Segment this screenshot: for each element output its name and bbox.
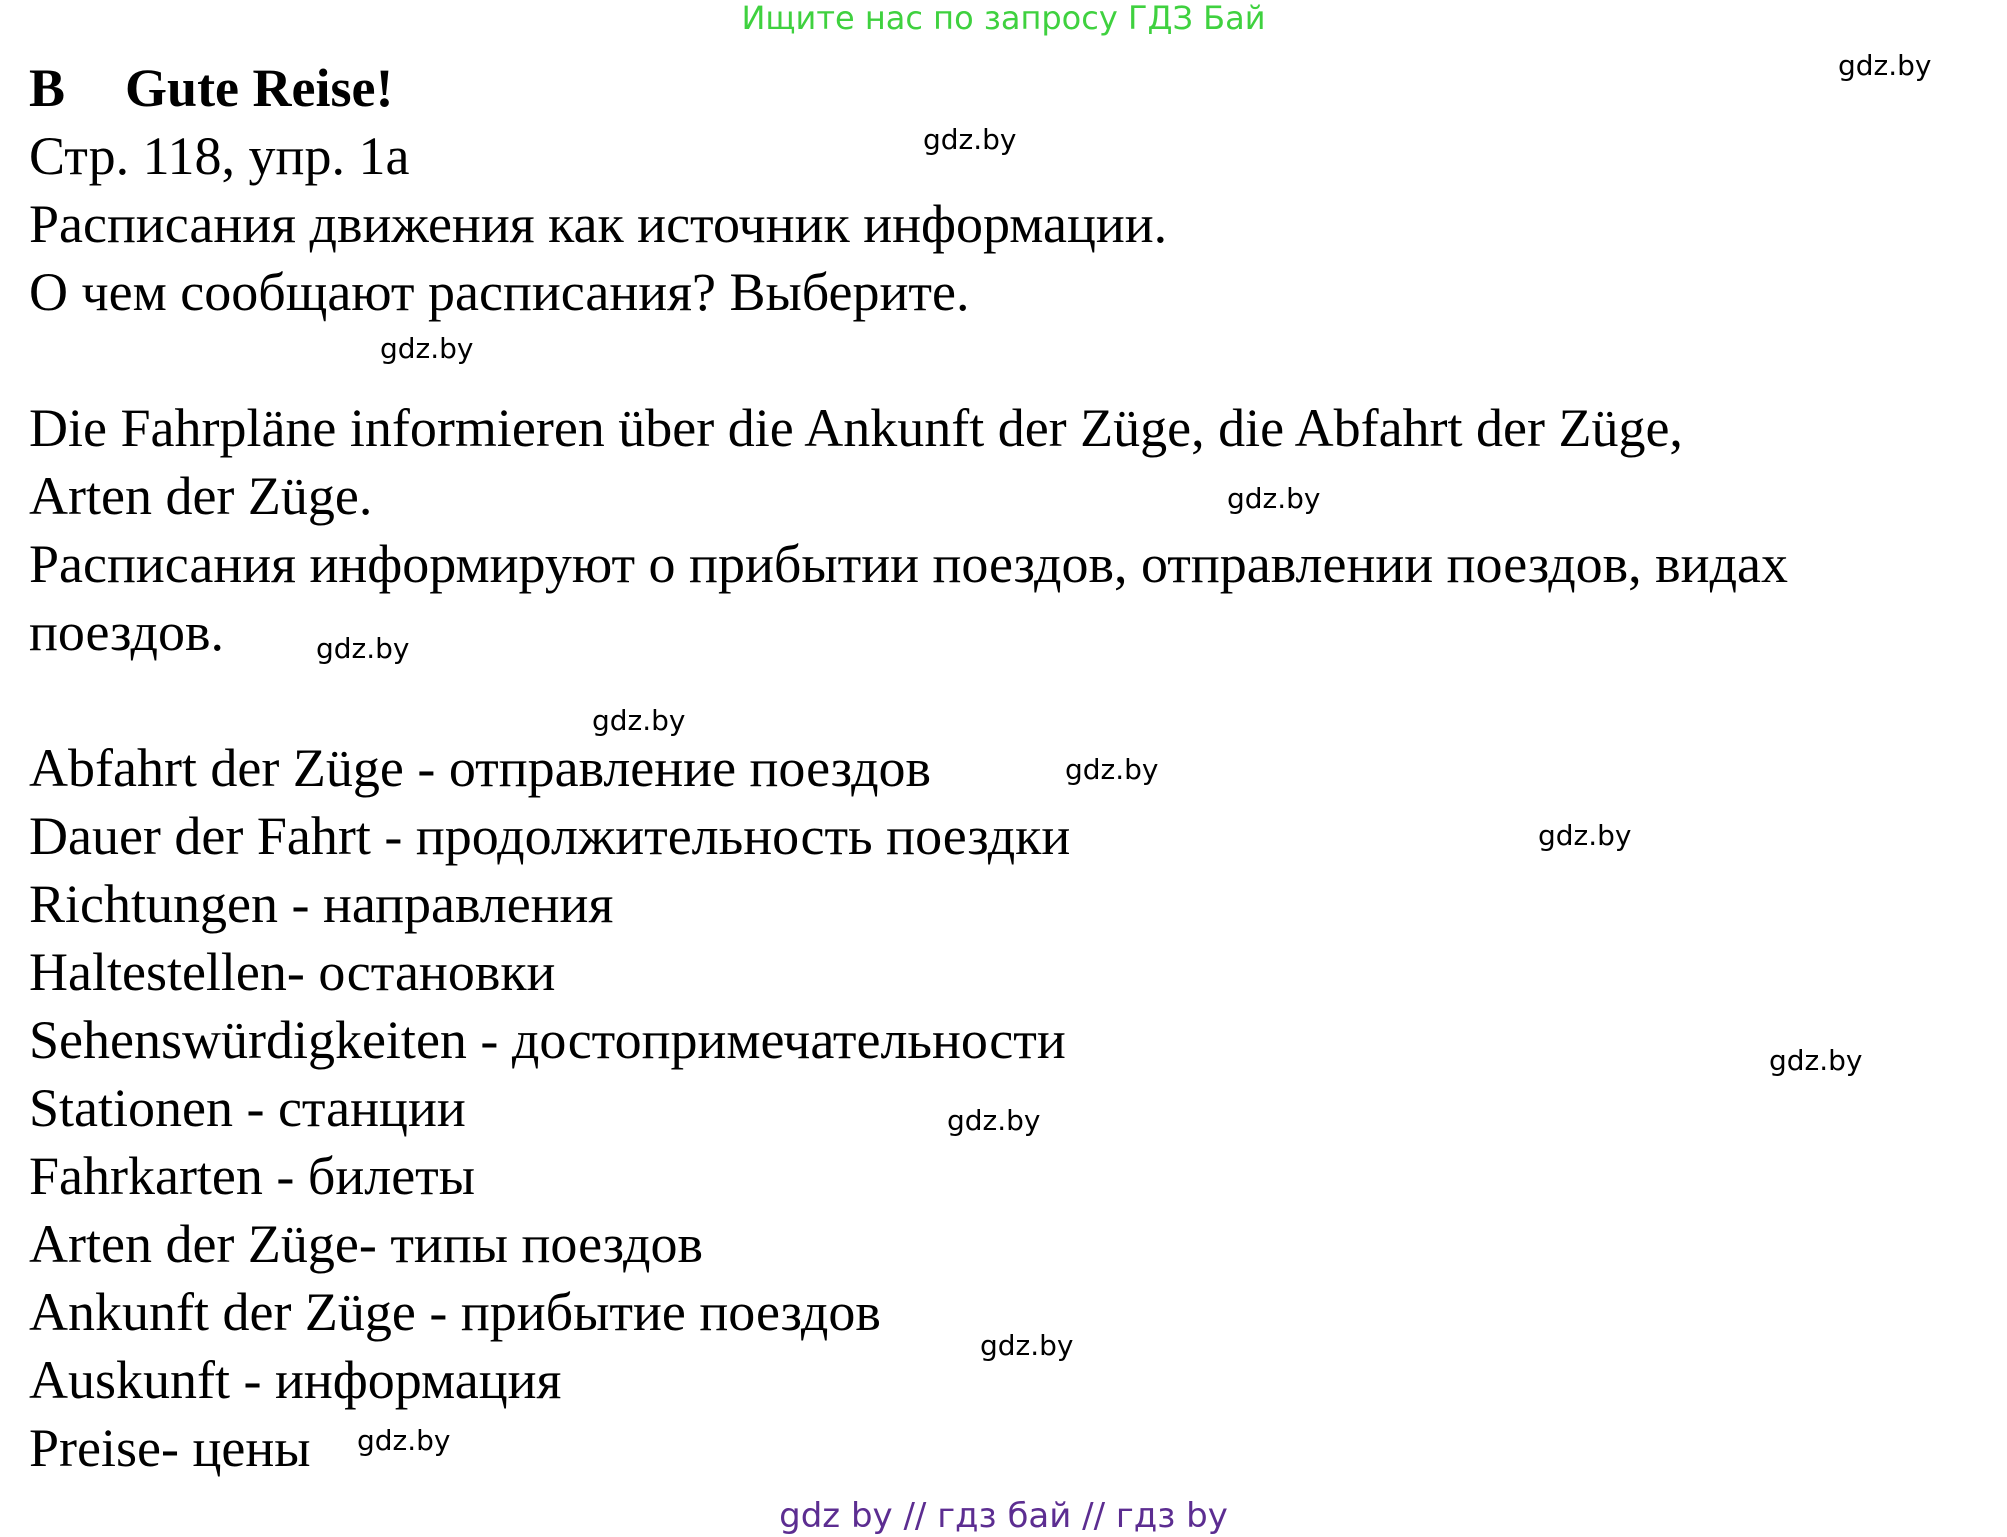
watermark: gdz.by — [592, 704, 686, 737]
answer-german-line-2: Arten der Züge. — [29, 466, 373, 526]
watermark: gdz.by — [1538, 819, 1632, 852]
watermark: gdz.by — [947, 1104, 1041, 1137]
section-heading — [29, 58, 393, 118]
vocab-item-1: Abfahrt der Züge - отправление поездов — [29, 738, 932, 798]
watermark: gdz.by — [923, 123, 1017, 156]
watermark: gdz.by — [980, 1329, 1074, 1362]
answer-russian-line-1: Расписания информируют о прибытии поездов, отправлении поездов, видах — [29, 534, 1789, 594]
vocab-item-3: Richtungen - направления — [29, 874, 614, 934]
watermark: gdz.by — [1227, 482, 1321, 515]
vocab-item-9: Ankunft der Züge - прибытие поездов — [29, 1282, 881, 1342]
exercise-topic: Расписания движения как источник информации. — [29, 194, 1168, 254]
top-banner: Ищите нас по запросу ГДЗ Бай — [741, 0, 1266, 37]
vocab-item-10: Auskunft - информация — [29, 1350, 562, 1410]
section-letter: B — [29, 58, 66, 118]
footer-links: gdz by // гдз бай // гдз by — [779, 1496, 1228, 1536]
watermark: gdz.by — [1769, 1044, 1863, 1077]
vocab-item-7: Fahrkarten - билеты — [29, 1146, 476, 1206]
watermark: gdz.by — [1838, 49, 1932, 82]
exercise-question: О чем сообщают расписания? Выберите. — [29, 262, 970, 322]
exercise-reference: Стр. 118, упр. 1a — [29, 126, 410, 186]
vocab-item-2: Dauer der Fahrt - продолжительность поездки — [29, 806, 1071, 866]
watermark: gdz.by — [316, 632, 410, 665]
vocab-item-11: Preise- цены — [29, 1418, 311, 1478]
vocab-item-6: Stationen - станции — [29, 1078, 466, 1138]
vocab-item-5: Sehenswürdigkeiten - достопримечательности — [29, 1010, 1066, 1070]
answer-russian-line-2: поездов. — [29, 602, 225, 662]
watermark: gdz.by — [380, 332, 474, 365]
vocab-item-8: Arten der Züge- типы поездов — [29, 1214, 704, 1274]
watermark: gdz.by — [357, 1424, 451, 1457]
answer-german-line-1: Die Fahrpläne informieren über die Ankunft der Züge, die Abfahrt der Züge, — [29, 398, 1683, 458]
vocab-item-4: Haltestellen- остановки — [29, 942, 556, 1002]
section-title: Gute Reise! — [125, 58, 394, 118]
watermark: gdz.by — [1065, 753, 1159, 786]
